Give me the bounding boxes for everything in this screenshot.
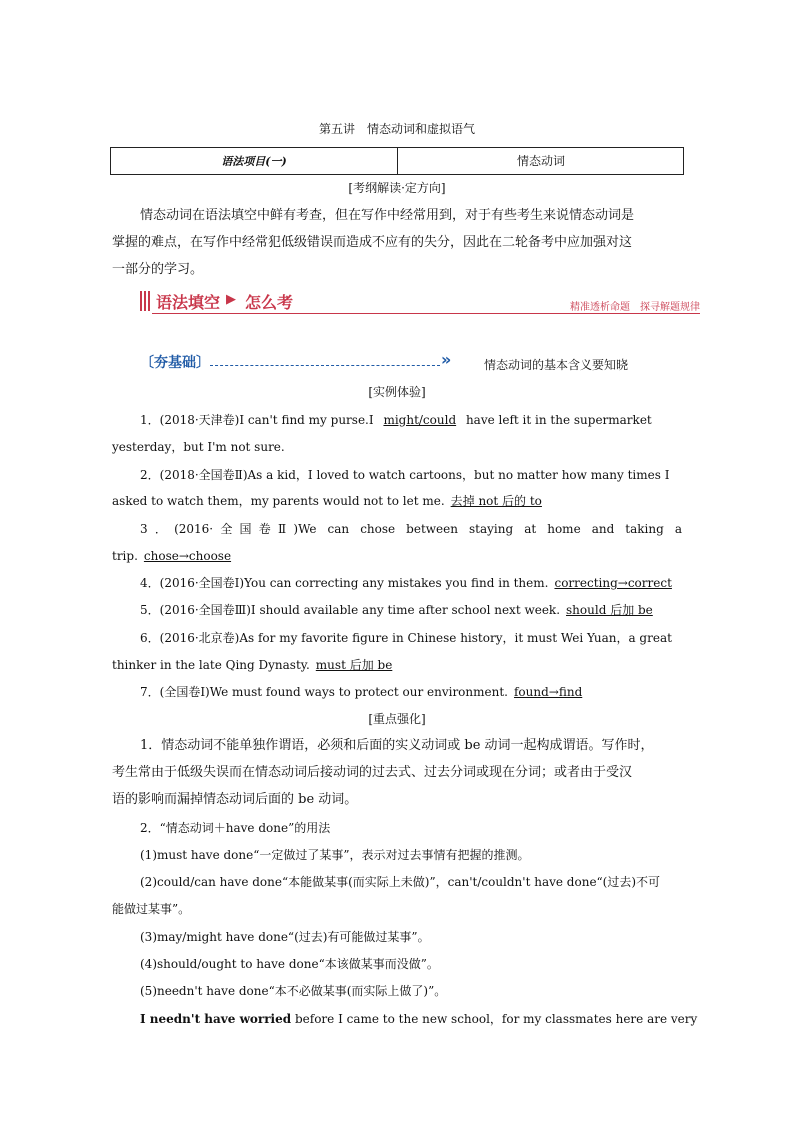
- example-6-line-2: [112, 657, 682, 673]
- example-4-question: 4．(2016·全国卷Ⅰ)You can correcting any mistakes you find in them.: [140, 576, 549, 590]
- example-2-question: asked to watch them，my parents would not to let me.: [112, 494, 445, 508]
- example-6-line-1: 6．(2016·北京卷)As for my favorite figure in Chinese history，it must Wei Yuan，a great: [140, 631, 672, 645]
- basics-row: [140, 352, 680, 374]
- document-title: 第五讲 情态动词和虚拟语气: [318, 122, 475, 136]
- examples-heading: [实例体验]: [368, 385, 426, 399]
- example-2-line-1: 2．(2018·全国卷Ⅱ)As a kid，I loved to watch cartoons，but no matter how many times I: [140, 468, 670, 482]
- banner-arrow-icon: ▶: [226, 292, 236, 307]
- table-right-cell: 情态动词: [516, 154, 565, 168]
- example-2-answer: 去掉 not 后的 to: [450, 494, 542, 508]
- guide-heading: [考纲解读·定方向]: [348, 181, 446, 195]
- usage-4: (4)should/ought to have done“本该做某事而没做”。: [140, 957, 439, 971]
- usage-1: (1)must have done“一定做过了某事”，表示对过去事情有把握的推测。: [140, 848, 530, 862]
- basics-title: 情态动词的基本含义要知晓: [484, 358, 629, 372]
- example-6-question: thinker in the late Qing Dynasty.: [112, 658, 310, 672]
- example-sentence: [140, 1011, 698, 1027]
- example-1-answer: might/could: [383, 413, 457, 427]
- example-4-line: [140, 575, 682, 591]
- intro-line-1: 情态动词在语法填空中鲜有考查，但在写作中经常用到，对于有些考生来说情态动词是: [140, 208, 635, 223]
- banner-left-text: 语法填空: [156, 293, 221, 312]
- focus-p1-line-2: 考生常由于低级失误而在情态动词后接动词的过去式、过去分词或现在分词；或者由于受汉: [112, 765, 633, 780]
- example-6-answer: must 后加 be: [315, 658, 393, 672]
- example-2-line-2: [112, 493, 682, 509]
- example-3-line-1: 3．(2016·全国卷Ⅱ)We can chose between staying at home and taking a: [140, 522, 682, 536]
- example-7-answer: found→find: [513, 685, 583, 699]
- intro-line-3: 一部分的学习。: [112, 262, 204, 277]
- example-sentence-rest: before I came to the new school，for my classmates here are very: [291, 1012, 698, 1026]
- banner-middle-text: 怎么考: [245, 293, 294, 312]
- focus-p1-line-1: 1．情态动词不能单独作谓语，必须和后面的实义动词或 be 动词一起构成谓语。写作时，: [140, 738, 654, 753]
- example-1-line-2: yesterday，but I'm not sure.: [112, 440, 285, 454]
- example-7-line: [140, 684, 682, 700]
- example-4-answer: correcting→correct: [554, 576, 672, 590]
- example-1-line-1: [140, 412, 682, 428]
- usage-3: (3)may/might have done“(过去)有可能做过某事”。: [140, 930, 430, 944]
- example-3-answer: chose→choose: [143, 549, 232, 563]
- focus-p1-line-3: 语的影响而漏掉情态动词后面的 be 动词。: [112, 792, 358, 807]
- intro-line-2: 掌握的难点，在写作中经常犯低级错误而造成不应有的失分，因此在二轮备考中应加强对这: [112, 235, 633, 250]
- topic-table: [110, 147, 684, 175]
- example-1-question: 1．(2018·天津卷)I can't find my purse.I: [140, 413, 374, 427]
- example-5-line: [140, 602, 682, 618]
- basics-dashed-line: [210, 365, 440, 366]
- usage-2-line-1: (2)could/can have done“本能做某事(而实际上未做)”，can't/couldn't have done“(过去)不可: [140, 875, 661, 889]
- example-3-question: trip.: [112, 549, 138, 563]
- example-7-question: 7．(全国卷Ⅰ)We must found ways to protect our environment.: [140, 685, 508, 699]
- focus-p2-title: 2．“情态动词＋have done”的用法: [140, 821, 331, 835]
- banner-bars: [140, 291, 150, 311]
- basics-label-text: 夯基础: [154, 355, 196, 371]
- banner-underline: [152, 313, 700, 314]
- usage-2-line-2: 能做过某事”。: [112, 902, 191, 916]
- banner-subtitle: 精准透析命题 探寻解题规律: [570, 302, 700, 313]
- usage-5: (5)needn't have done“本不必做某事(而实际上做了)”。: [140, 984, 447, 998]
- example-1-question-cont: have left it in the supermarket: [465, 413, 652, 427]
- basics-label: 〔夯基础〕: [140, 355, 210, 371]
- table-left-cell: 语法项目(一): [221, 155, 287, 168]
- double-chevron-icon: »: [441, 350, 452, 369]
- example-5-answer: should 后加 be: [566, 603, 653, 617]
- focus-heading: [重点强化]: [368, 712, 426, 726]
- example-sentence-bold: I needn't have worried: [140, 1012, 292, 1026]
- section-banner: [140, 290, 700, 314]
- example-3-line-2: [112, 548, 682, 564]
- example-5-question: 5．(2016·全国卷Ⅲ)I should available any time after school next week.: [140, 603, 561, 617]
